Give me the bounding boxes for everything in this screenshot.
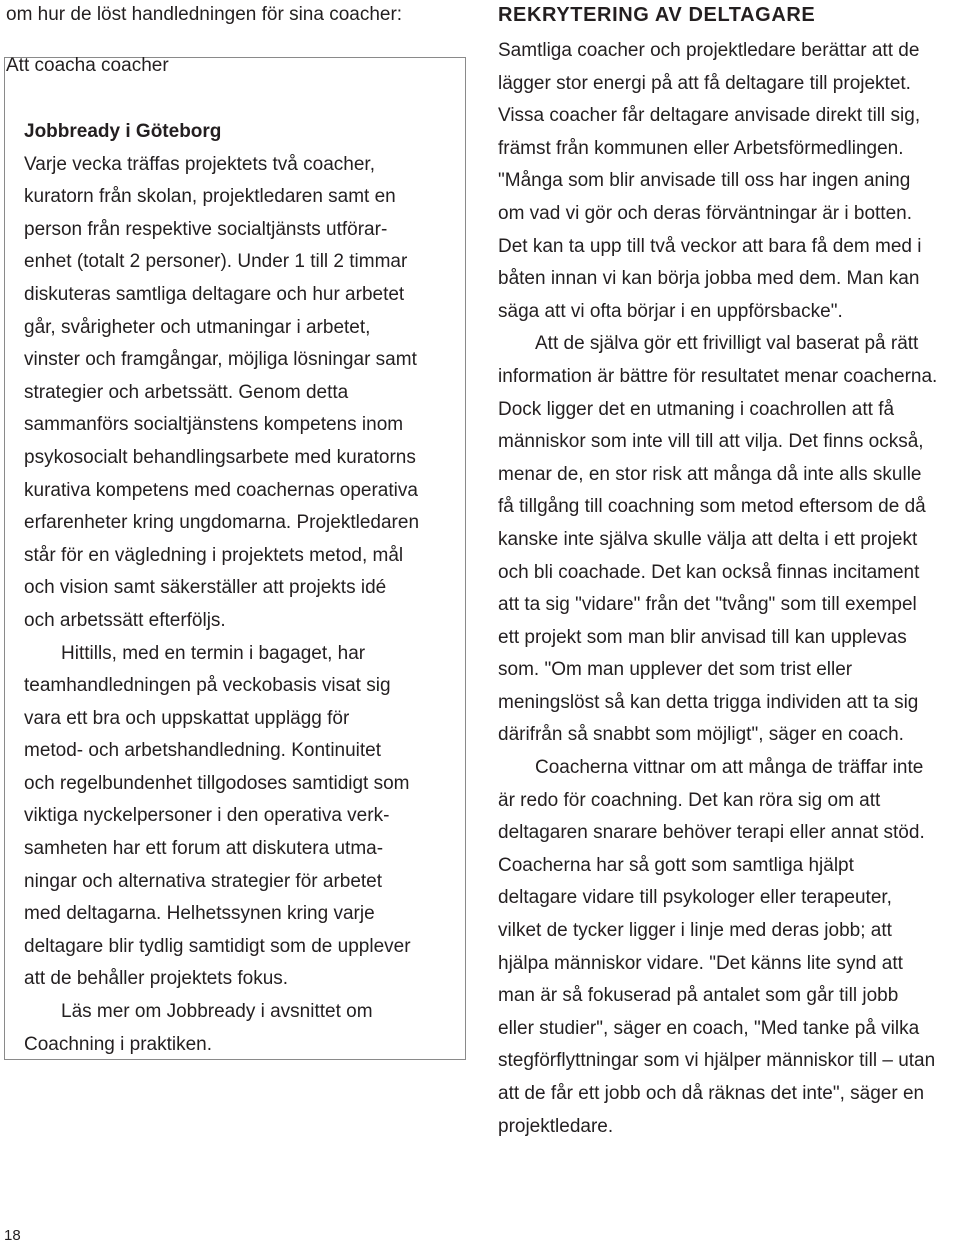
text-line: Att de själva gör ett frivilligt val baserat på rätt [535,333,919,355]
text-line: deltagaren snarare behöver terapi eller annat stöd. [498,822,925,844]
text-line: om vad vi gör och deras förväntningar är i botten. [498,202,913,224]
text-line: diskuteras samtliga deltagare och hur arbetet [24,283,405,305]
text-line: och vision samt säkerställer att projekts idé [24,577,387,599]
text-line: som. "Om man upplever det som trist eller [498,659,853,681]
text-line: Vissa coacher får deltagare anvisade direkt till sig, [498,105,921,127]
text-line: kurativa kompetens med coachernas operativa [24,479,418,501]
intro-line: om hur de löst handledningen för sina coacher: [6,4,403,25]
text-line: strategier och arbetssätt. Genom detta [24,381,349,403]
text-line: projektledare. [498,1115,614,1137]
box-paragraph-2 [24,638,454,997]
text-line: "Många som blir anvisade till oss har ingen aning [498,170,911,192]
text-line: menar de, en stor risk att många då inte alls skulle [498,463,922,485]
text-line: med deltagarna. Helhetssynen kring varje [24,903,375,925]
text-line: att ta sig "vidare" från det "tvång" som till exempel [498,594,917,616]
text-line: Varje vecka träffas projektets två coacher, [24,153,375,175]
text-line: människor som inte vill till att vilja. Det finns också, [498,431,924,453]
page-number: 18 [4,1227,21,1244]
text-line: eller studier", säger en coach, "Med tanke på vilka [498,1017,920,1039]
box-paragraph-1 [24,149,454,638]
text-line: vinster och framgångar, möjliga lösningar samt [24,349,417,371]
text-line: stegförflyttningar som vi hjälper människor till – utan [498,1050,936,1072]
text-line: Coacherna har så gott som samtliga hjälpt [498,854,854,876]
text-line: och bli coachade. Det kan också finnas incitament [498,561,920,583]
text-line: ett projekt som man blir anvisad till kan upplevas [498,626,907,648]
text-line: är redo för coachning. Det kan röra sig om att [498,789,881,811]
text-line: person från respektive socialtjänsts utförar- [24,218,388,240]
text-line: vilket de tycker ligger i linje med deras jobb; att [498,920,892,942]
text-line: teamhandledningen på veckobasis visat sig [24,675,391,697]
text-line: Läs mer om Jobbready i avsnittet om [61,1001,373,1023]
text-line: få tillgång till coachning som metod eftersom de då [498,496,926,518]
right-paragraph-3 [498,752,960,1143]
text-line: båten innan vi kan börja jobba med dem. Man kan [498,268,920,290]
text-line: säga att vi ofta börjar i en uppförsbacke". [498,300,843,322]
text-line: lägger stor energi på att få deltagare till projektet. [498,72,911,94]
text-line: Samtliga coacher och projektledare berättar att de [498,40,920,61]
text-line: meningslöst så kan detta trigga individen att ta sig [498,691,919,713]
text-line: hjälpa människor vidare. "Det känns lite synd att [498,952,903,974]
section-heading: REKRYTERING AV DELTAGARE [498,4,816,26]
text-line: information är bättre för resultatet menar coacherna. [498,365,938,387]
text-line: metod- och arbetshandledning. Kontinuitet [24,740,382,762]
text-line: man är så fokuserad på antalet som går till jobb [498,985,899,1007]
right-column [498,0,960,1143]
text-line: och arbetssätt efterföljs. [24,609,226,631]
text-line: Dock ligger det en utmaning i coachrollen att få [498,398,895,420]
text-line: Hittills, med en termin i bagaget, har [61,642,366,664]
text-line: att de behåller projektets fokus. [24,968,289,990]
text-line: kuratorn från skolan, projektledaren samt en [24,186,396,208]
text-line: sammanförs socialtjänstens kompetens inom [24,414,404,436]
text-line: och regelbundenhet tillgodoses samtidigt som [24,772,410,794]
text-line: Det kan ta upp till två veckor att bara få dem med i [498,235,922,257]
text-line: psykosocialt behandlingsarbete med kuratorns [24,446,416,468]
text-line: ningar och alternativa strategier för arbetet [24,870,383,892]
box-body [24,116,454,1061]
text-line: främst från kommunen eller Arbetsförmedlingen. [498,137,904,159]
text-line: samheten har ett forum att diskutera utma- [24,838,384,860]
text-line: deltagare vidare till psykologer eller terapeuter, [498,887,892,909]
right-paragraph-1 [498,35,960,328]
text-line: viktiga nyckelpersoner i den operativa verk- [24,805,390,827]
text-line: går, svårigheter och utmaningar i arbetet, [24,316,371,338]
text-line: erfarenheter kring ungdomarna. Projektledaren [24,512,420,534]
text-line: Coachning i praktiken. [24,1033,212,1055]
text-line: står för en vägledning i projektets metod, mål [24,544,404,566]
text-line: Coacherna vittnar om att många de träffar inte [535,757,924,779]
text-line: att de får ett jobb och då räknas det inte", säger en [498,1083,925,1104]
box-paragraph-3 [24,996,454,1061]
box-heading: Jobbready i Göteborg [24,121,222,142]
text-line: därifrån så snabbt som möjligt", säger en coach. [498,724,904,746]
text-line: vara ett bra och uppskattat upplägg för [24,707,350,729]
box-title: Att coacha coacher [6,55,169,76]
text-line: enhet (totalt 2 personer). Under 1 till 2 timmar [24,251,408,273]
right-paragraph-2 [498,328,960,752]
text-line: kanske inte själva skulle välja att delta i ett projekt [498,528,918,550]
text-line: deltagare blir tydlig samtidigt som de upplever [24,935,411,957]
